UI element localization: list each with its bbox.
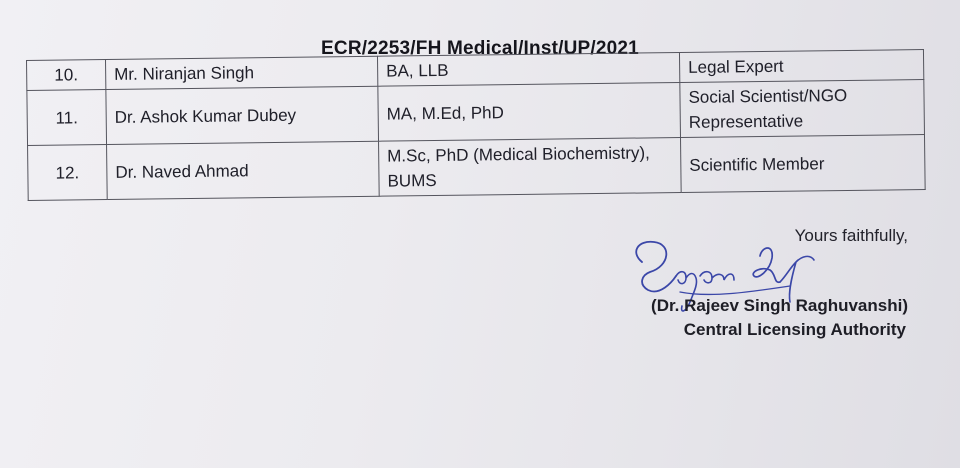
member-name: Mr. Niranjan Singh	[106, 56, 378, 89]
signer-title: Central Licensing Authority	[683, 320, 906, 339]
members-table	[26, 49, 926, 201]
member-role: Social Scientist/NGO Representative	[680, 80, 925, 138]
member-role: Scientific Member	[680, 135, 925, 193]
document-reference: ECR/2253/FH Medical/Inst/UP/2021	[321, 38, 639, 59]
member-name: Dr. Ashok Kumar Dubey	[106, 86, 379, 144]
closing-text: Yours faithfully,	[794, 226, 908, 245]
serial-number: 10.	[27, 60, 106, 91]
member-role: Legal Expert	[679, 50, 923, 83]
table-row	[28, 135, 926, 201]
member-qualification: BA, LLB	[377, 53, 679, 87]
signer-name: (Dr. Rajeev Singh Raghuvanshi)	[651, 296, 908, 315]
serial-number: 12.	[28, 145, 108, 201]
serial-number: 11.	[27, 90, 107, 146]
member-qualification: MA, M.Ed, PhD	[378, 83, 681, 142]
member-qualification: M.Sc, PhD (Medical Biochemistry), BUMS	[379, 138, 682, 197]
member-name: Dr. Naved Ahmad	[107, 141, 380, 199]
